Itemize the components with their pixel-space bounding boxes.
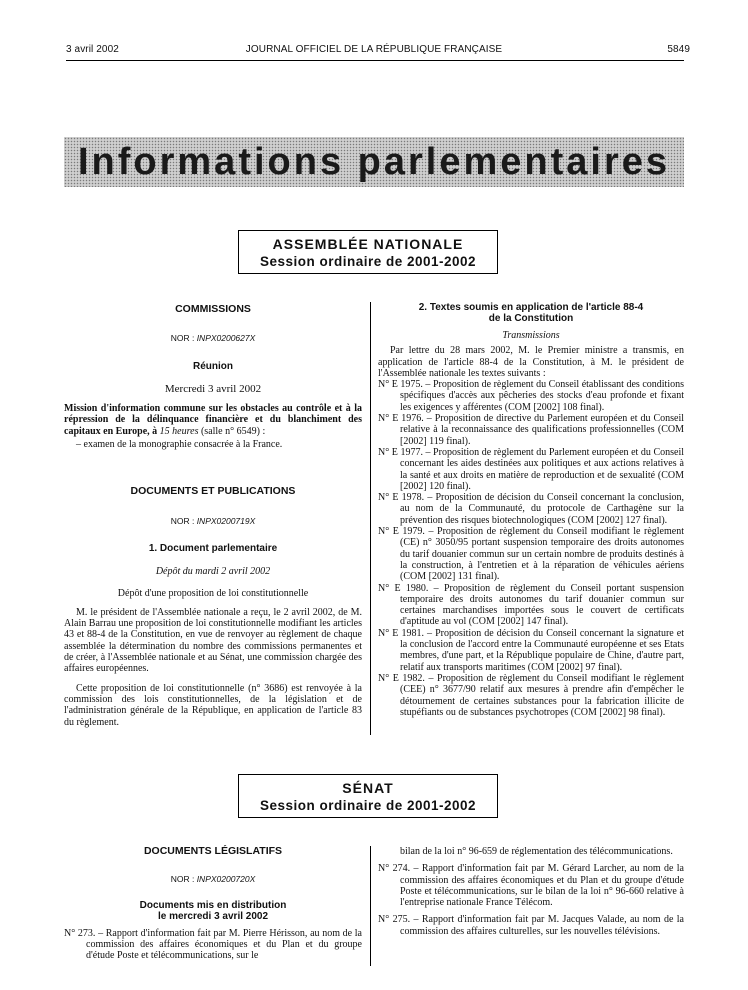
distribution-heading-line-2: le mercredi 3 avril 2002 [157, 910, 269, 922]
nor-code: INPX0200720X [196, 874, 256, 885]
nor-reference [64, 333, 362, 344]
depot-date: Dépôt du mardi 2 avril 2002 [155, 566, 271, 578]
nor-label: NOR : [170, 515, 197, 526]
section-documents-publications: DOCUMENTS ET PUBLICATIONS [130, 485, 296, 498]
textes-heading-line-1: 2. Textes soumis en application de l'article 88-4 [418, 302, 644, 313]
list-item: N° E 1977. – Proposition de règlement du Parlement européen et du Conseil concernant les aides destinées aux politiques et aux actions relatives à la santé et aux droits en matière de reproduction et de sexualité (COM [2002] 120 final). [378, 446, 684, 492]
examen-item: – examen de la monographie consacrée à la France. [76, 439, 283, 451]
distribution-heading [64, 900, 362, 922]
depot-paragraph-1: M. le président de l'Assemblée nationale a reçu, le 2 avril 2002, de M. Alain Barrau une proposition de loi constitutionnelle modifiant les articles 43 et 88-4 de la Constitution, en vue de renvoyer au règlement de chaque assemblée la détermination du nombre des commissions permanentes et de créer, à l'Assemblée nationale et au Sénat, une commission chargée des affaires européennes. [64, 606, 362, 675]
senat-right-column [378, 846, 684, 937]
senat-heading-box [238, 774, 498, 818]
list-item: N° E 1979. – Proposition de règlement du Conseil modifiant le règlement (CE) n° 3050/95 portant suspension temporaire des droits autonomes du tarif douanier commun sur un certain nombre de produits destinés à la construction, à l'entretien et à la réparation de véhicules aériens (COM [2002] 131 final). [378, 526, 684, 583]
assemblee-left-column [64, 302, 362, 728]
senat-left-column [64, 846, 362, 961]
mission-title: Mission d'information commune sur les obstacles au contrôle et à la répression de la délinquance financière et du blanchiment des capitaux en Europe, à [64, 403, 362, 437]
reunion-heading: Réunion [193, 360, 233, 372]
depot-subtitle: Dépôt d'une proposition de loi constitutionnelle [117, 587, 309, 599]
mission-time: 15 heures [157, 425, 199, 437]
mission-paragraph [64, 403, 362, 437]
list-item-continuation: bilan de la loi n° 96-659 de réglementation des télécommunications. [400, 846, 673, 857]
list-item: N° E 1976. – Proposition de directive du Parlement européen et du Conseil relative à la reconnaissance des qualifications professionnelles (COM [2002] 119 final). [378, 413, 684, 447]
transmissions-heading: Transmissions [502, 330, 560, 341]
list-item: N° 274. – Rapport d'information fait par M. Gérard Larcher, au nom de la commission des affaires économiques et du Plan et du groupe d'étude Poste et télécommunications, sur le bilan de la loi n° 96-660 relative à l'entreprise nationale France Télécom. [378, 863, 684, 909]
list-item: N° E 1980. – Proposition de règlement du Conseil portant suspension temporaire des droits autonomes du tarif douanier commun sur certaines marchandises importées sous le couvert de certificats d'aptitude au vol (COM [2002] 147 final). [378, 582, 684, 628]
senat-title: SÉNAT [342, 780, 394, 796]
list-item: N° E 1975. – Proposition de règlement du Conseil établissant des conditions spécifiques d'accès aux pêcheries des stocks d'eau profonde et fixant les exigences y afférentes (COM [2002] 108 final). [378, 379, 684, 413]
nor-reference-2 [64, 516, 362, 527]
nor-code: INPX0200719X [196, 515, 256, 526]
senat-session: Session ordinaire de 2001-2002 [259, 798, 477, 813]
list-item: N° 275. – Rapport d'information fait par M. Jacques Valade, au nom de la commission des affaires culturelles, sur les nouvelles télévisions. [378, 914, 684, 937]
assemblee-session: Session ordinaire de 2001-2002 [259, 254, 477, 269]
section-commissions: COMMISSIONS [175, 303, 251, 315]
header-journal-title: JOURNAL OFFICIEL DE LA RÉPUBLIQUE FRANÇAISE [245, 44, 503, 55]
section-documents-legislatifs: DOCUMENTS LÉGISLATIFS [143, 845, 283, 857]
header-page-number: 5849 [667, 44, 690, 55]
column-divider [370, 302, 371, 735]
assemblee-right-column [378, 302, 684, 718]
list-item: N° E 1982. – Proposition de règlement du Conseil modifiant le règlement (CEE) n° 3677/90 relatif aux mesures à prendre afin d'empêcher le détournement de certaines substances pour la fabrication illicite de stupéfiants ou de substances psychotropes (COM [2002] 98 final). [378, 672, 684, 718]
nor-code: INPX0200627X [196, 333, 256, 344]
list-item: N° E 1978. – Proposition de décision du Conseil concernant la conclusion, au nom de la Communauté, du protocole de Carthagène sur la prévention des risques biotechnologiques (COM [2002] 127 final). [378, 492, 684, 526]
doc-parlementaire-heading: 1. Document parlementaire [148, 542, 278, 554]
transmissions-intro: Par lettre du 28 mars 2002, M. le Premier ministre a transmis, en application de l'article 88-4 de la Constitution, à M. le président de l'Assemblée nationale les textes suivants : [378, 345, 684, 379]
mission-room: (salle n° 6549) : [198, 425, 266, 437]
textes-heading-line-2: de la Constitution [488, 313, 574, 324]
distribution-heading-line-1: Documents mis en distribution [139, 899, 287, 911]
assemblee-heading-box [238, 230, 498, 274]
list-item: N° 273. – Rapport d'information fait par M. Pierre Hérisson, au nom de la commission des affaires économiques et du Plan et du groupe d'étude Poste et télécommunications, sur le [64, 927, 362, 962]
nor-label: NOR : [170, 874, 197, 885]
textes-heading [378, 302, 684, 324]
header-rule [66, 60, 684, 61]
assemblee-title: ASSEMBLÉE NATIONALE [272, 236, 464, 252]
banner-title: Informations parlementaires [77, 141, 671, 183]
header-date: 3 avril 2002 [66, 44, 119, 55]
nor-reference-senat [64, 874, 362, 885]
nor-label: NOR : [170, 333, 197, 344]
column-divider-senat [370, 846, 371, 966]
list-item: N° E 1981. – Proposition de décision du Conseil concernant la signature et la conclusion de l'accord entre la Communauté européenne et ses Etats membres, d'une part, et la République populaire de Chine, d'autre part, relatif aux transports maritimes (COM [2002] 97 final). [378, 627, 684, 673]
reunion-date: Mercredi 3 avril 2002 [164, 382, 262, 395]
depot-paragraph-2: Cette proposition de loi constitutionnelle (n° 3686) est renvoyée à la commission des lois constitutionnelles, de la législation et de l'administration générale de la République, en application de l'article 83 du règlement. [64, 682, 362, 728]
